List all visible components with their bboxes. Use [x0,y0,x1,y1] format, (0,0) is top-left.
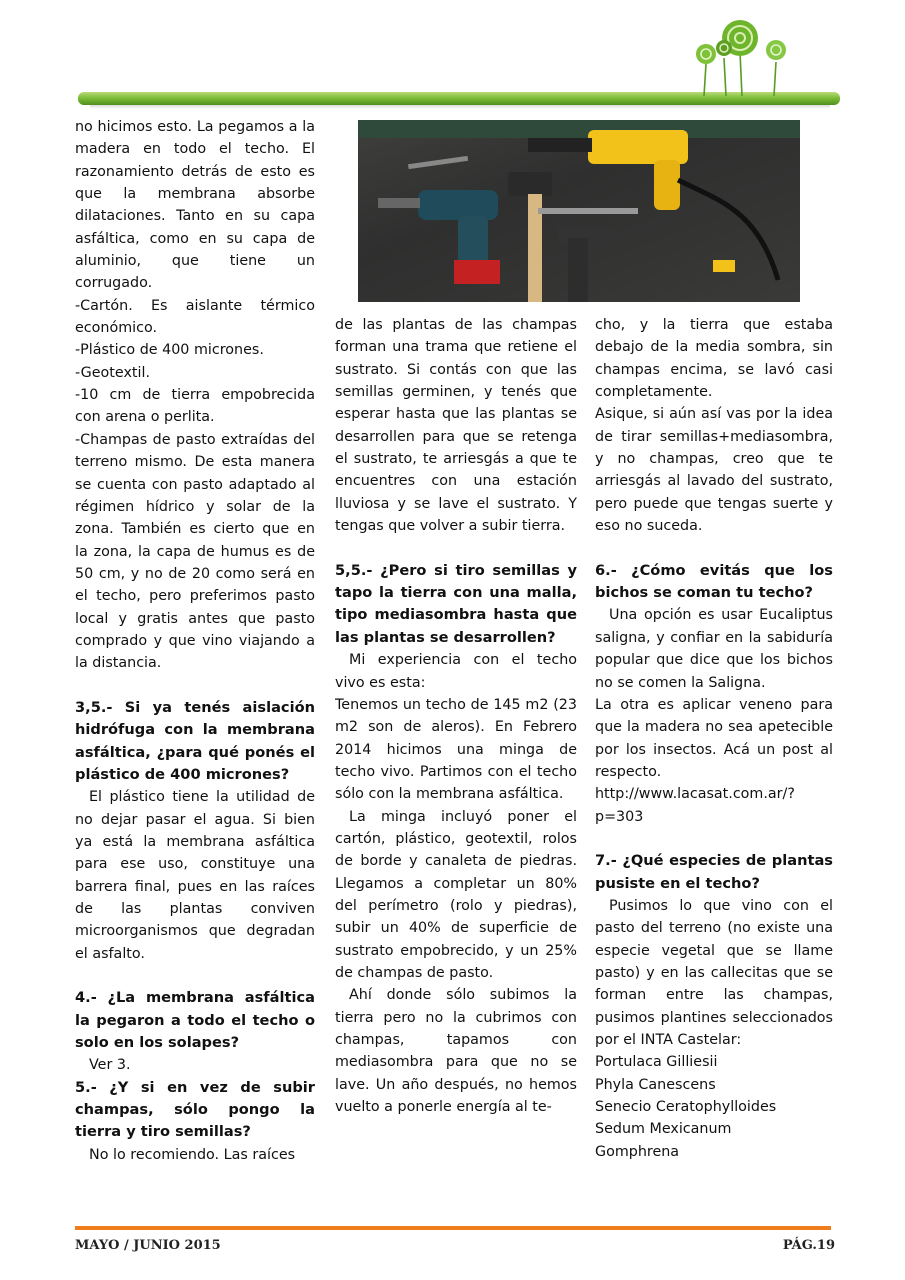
footer-rule [75,1226,831,1230]
trees-logo-icon [686,12,796,96]
body-paragraph: Senecio Ceratophylloides [595,1099,777,1116]
paragraph-spacer [75,965,315,987]
body-paragraph: Tenemos un techo de 145 m2 (23 m2 son de aleros). En Febrero 2014 hicimos una minga de techo vivo. Partimos con el techo sólo con la membrana asfáltica. [335,696,577,803]
body-paragraph: La otra es aplicar veneno para que la madera no sea apetecible por los insectos. Acá un post al respecto. http://www.lacasat.com.ar/?p=303 [595,696,833,825]
paragraph-spacer [595,828,833,850]
body-paragraph: -Cartón. Es aislante térmico económico. [75,297,315,337]
body-paragraph: no hicimos esto. La pegamos a la madera en todo el techo. El razonamiento detrás de esto es que la membrana absorbe dilataciones. Tanto en su capa asfáltica, como en su capa de aluminio, que tiene un corrugado. [75,119,315,292]
question-heading: 5,5.- ¿Pero si tiro semillas y tapo la tierra con una malla, tipo mediasombra hasta que las plantas se desarrollen? [335,561,577,646]
body-paragraph: El plástico tiene la utilidad de no dejar pasar el agua. Si bien ya está la membrana asfáltica para ese uso, constituye una barrera final, pues en las raíces de las plantas conviven microorganismos que degradan el asfalto. [75,789,315,962]
tools-photo [358,120,800,302]
article-column-3 [595,314,833,1214]
body-paragraph: La minga incluyó poner el cartón, plástico, geotextil, rolos de borde y canaleta de piedras. Llegamos a completar un 80% del perímetro (rolo y piedras), subir un 40% de superficie de sustrato empobrecido, y un 25% de champas de pasto. [335,808,577,981]
body-paragraph: cho, y la tierra que estaba debajo de la media sombra, sin champas encima, se lavó casi completamente. [595,317,833,401]
body-paragraph: Pusimos lo que vino con el pasto del terreno (no existe una especie vegetal que se llame pasto) y en las callecitas que se forman entre las champas, pusimos plantines seleccionados por el INTA Castelar: [595,897,833,1048]
body-paragraph: -Geotextil. [75,364,151,381]
article-column-1 [75,116,315,1216]
question-heading: 3,5.- Si ya tenés aislación hidrófuga con la membrana asfáltica, ¿para qué ponés el plástico de 400 micrones? [75,698,315,783]
paragraph-spacer [335,537,577,559]
body-paragraph: -Champas de pasto extraídas del terreno mismo. De esta manera se cuenta con pasto adaptado al régimen hídrico y solar de la zona. También es cierto que en la zona, la capa de humus es de 50 cm, y no de 20 como será en el techo, pero preferimos pasto local y gratis antes que pasto comprado y que vino viajando a la distancia. [75,431,315,672]
body-paragraph: de las plantas de las champas forman una trama que retiene el sustrato. Si contás con que las semillas germinen, y tenés que esperar hasta que las plantas se desarrollen para que se retenga el sustrato, te arriesgás a que te encuentres con una estación lluviosa y se lave el sustrato. Y tengas que volver a subir tierra. [335,317,577,535]
paragraph-spacer [595,537,833,559]
body-paragraph: Portulaca Gilliesii [595,1054,718,1071]
body-paragraph: Una opción es usar Eucaliptus saligna, y confiar en la sabiduría popular que dice que los bichos no se comen la Saligna. [595,607,833,691]
question-heading: 4.- ¿La membrana asfáltica la pegaron a todo el techo o solo en los solapes? [75,989,315,1052]
body-paragraph: -10 cm de tierra empobrecida con arena o perlita. [75,387,315,426]
body-paragraph: Phyla Canescens [595,1076,716,1093]
body-paragraph: Sedum Mexicanum [595,1121,732,1138]
body-paragraph: Ver 3. [89,1057,131,1074]
page-number: PÁG.19 [782,1238,835,1253]
tools-illustration [358,120,800,302]
body-paragraph: No lo recomiendo. Las raíces [89,1146,296,1163]
body-paragraph: Ahí donde sólo subimos la tierra pero no la cubrimos con champas, tapamos con mediasombra para que no se lave. Un año después, no hemos vuelto a ponerle energía al te- [335,987,577,1116]
body-paragraph: Mi experiencia con el techo vivo es esta: [335,652,577,691]
body-paragraph: -Plástico de 400 micrones. [75,342,264,359]
question-heading: 6.- ¿Cómo evitás que los bichos se coman tu techo? [595,561,833,602]
issue-date: MAYO / JUNIO 2015 [75,1238,221,1253]
body-paragraph: Asique, si aún así vas por la idea de tirar semillas+mediasombra, y no champas, creo que te arriesgás al lavado del sustrato, pero puede que tengas suerte y eso no suceda. [595,406,833,535]
question-heading: 5.- ¿Y si en vez de subir champas, sólo pongo la tierra y tiro semillas? [75,1078,315,1141]
question-heading: 7.- ¿Qué especies de plantas pusiste en el techo? [595,852,833,892]
article-column-2 [335,314,577,1214]
body-paragraph: Gomphrena [595,1143,680,1160]
paragraph-spacer [75,675,315,697]
